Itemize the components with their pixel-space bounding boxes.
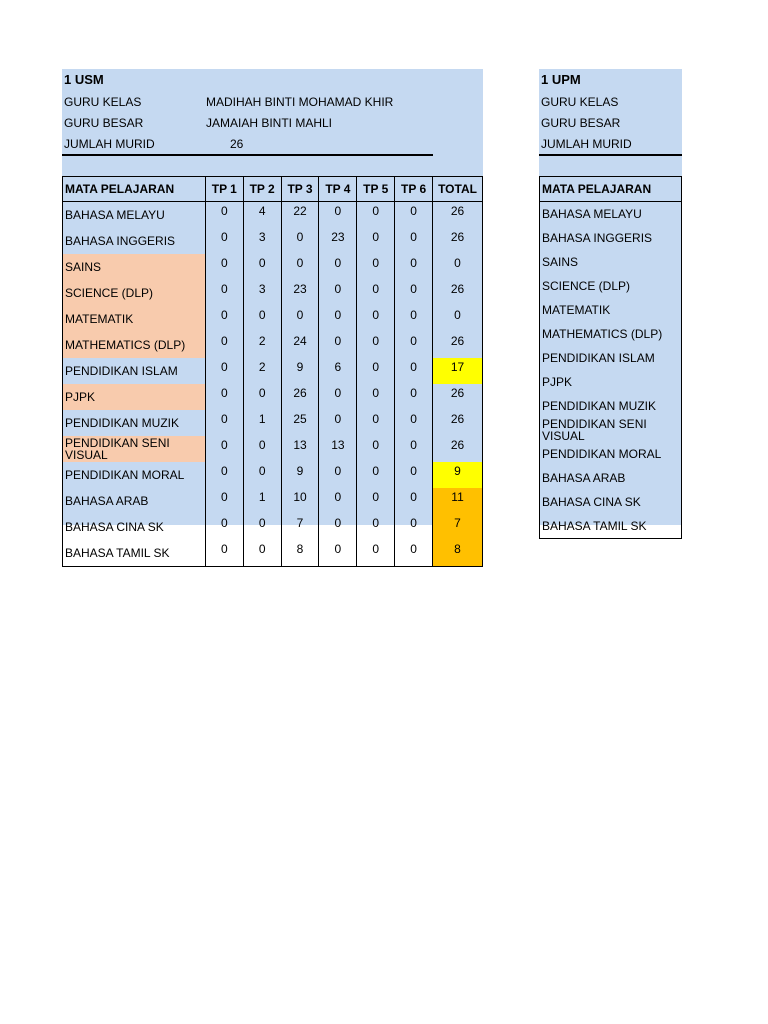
guru-besar-label: GURU BESAR — [541, 116, 621, 130]
subject-cell: BAHASA INGGERIS — [63, 228, 206, 254]
guru-besar-value: JAMAIAH BINTI MAHLI — [206, 116, 333, 130]
tp2-cell: 2 — [243, 358, 281, 384]
tp4-cell: 13 — [319, 436, 357, 462]
tp4-cell: 0 — [319, 410, 357, 436]
table-row — [63, 540, 483, 567]
tp3-cell: 9 — [281, 462, 319, 488]
tp5-cell: 0 — [357, 332, 395, 358]
table-row — [540, 442, 682, 466]
header-tp4: TP 4 — [319, 177, 357, 202]
info-divider — [539, 154, 682, 156]
subject-cell: PENDIDIKAN ISLAM — [63, 358, 206, 384]
table-row — [63, 228, 483, 254]
subject-cell: PENDIDIKAN MORAL — [63, 462, 206, 488]
tp5-cell: 0 — [357, 488, 395, 514]
tp3-cell: 0 — [281, 306, 319, 332]
tp6-cell: 0 — [395, 202, 433, 229]
tp2-cell: 0 — [243, 462, 281, 488]
header-total: TOTAL — [433, 177, 483, 202]
total-cell: 11 — [433, 488, 483, 514]
tp2-cell: 4 — [243, 202, 281, 229]
table-body — [63, 202, 483, 567]
tp4-cell: 0 — [319, 332, 357, 358]
total-cell: 26 — [433, 280, 483, 306]
class-info — [539, 69, 682, 176]
tp1-cell: 0 — [205, 488, 243, 514]
table-row — [540, 346, 682, 370]
subject-cell: PJPK — [63, 384, 206, 410]
tp2-cell: 0 — [243, 384, 281, 410]
subject-cell: MATEMATIK — [540, 298, 682, 322]
table-row — [63, 280, 483, 306]
table-row — [63, 202, 483, 229]
tp5-cell: 0 — [357, 254, 395, 280]
tp4-cell: 0 — [319, 254, 357, 280]
table-header-row — [63, 177, 483, 202]
subject-cell: BAHASA MELAYU — [63, 202, 206, 229]
subject-cell: PENDIDIKAN MUZIK — [540, 394, 682, 418]
tp2-cell: 0 — [243, 514, 281, 540]
tp6-cell: 0 — [395, 358, 433, 384]
subject-cell: BAHASA ARAB — [540, 466, 682, 490]
tp2-cell: 1 — [243, 410, 281, 436]
tp3-cell: 8 — [281, 540, 319, 567]
total-cell: 7 — [433, 514, 483, 540]
table-row — [540, 202, 682, 227]
table-row — [540, 274, 682, 298]
header-subject: MATA PELAJARAN — [540, 177, 682, 202]
class-info — [62, 69, 483, 176]
jumlah-murid-label: JUMLAH MURID — [64, 137, 155, 151]
total-cell: 26 — [433, 202, 483, 229]
header-subject: MATA PELAJARAN — [63, 177, 206, 202]
subject-cell: MATEMATIK — [63, 306, 206, 332]
tp4-cell: 0 — [319, 462, 357, 488]
subject-cell: SAINS — [63, 254, 206, 280]
tp4-cell: 0 — [319, 306, 357, 332]
tp2-cell: 2 — [243, 332, 281, 358]
tp4-cell: 0 — [319, 384, 357, 410]
tp5-cell: 0 — [357, 384, 395, 410]
tp4-cell: 0 — [319, 540, 357, 567]
table-row — [540, 322, 682, 346]
grades-table — [62, 176, 483, 567]
tp2-cell: 3 — [243, 228, 281, 254]
table-row — [63, 410, 483, 436]
tp1-cell: 0 — [205, 228, 243, 254]
tp3-cell: 0 — [281, 254, 319, 280]
header-tp1: TP 1 — [205, 177, 243, 202]
header-tp2: TP 2 — [243, 177, 281, 202]
table-row — [540, 250, 682, 274]
subject-cell: PENDIDIKAN SENI VISUAL — [540, 418, 682, 442]
table-row — [63, 358, 483, 384]
tp6-cell: 0 — [395, 306, 433, 332]
table-row — [63, 514, 483, 540]
guru-kelas-label: GURU KELAS — [64, 95, 142, 109]
tp5-cell: 0 — [357, 540, 395, 567]
total-cell: 8 — [433, 540, 483, 567]
tp6-cell: 0 — [395, 384, 433, 410]
total-cell: 26 — [433, 228, 483, 254]
subject-cell: BAHASA CINA SK — [540, 490, 682, 514]
tp1-cell: 0 — [205, 462, 243, 488]
class-name: 1 USM — [64, 72, 104, 87]
tp1-cell: 0 — [205, 280, 243, 306]
table-row — [540, 514, 682, 539]
guru-besar-label: GURU BESAR — [64, 116, 144, 130]
tp4-cell: 23 — [319, 228, 357, 254]
tp6-cell: 0 — [395, 254, 433, 280]
subject-cell: PENDIDIKAN MUZIK — [63, 410, 206, 436]
table-row — [63, 462, 483, 488]
class-name: 1 UPM — [541, 72, 581, 87]
tp3-cell: 26 — [281, 384, 319, 410]
tp3-cell: 0 — [281, 228, 319, 254]
tp1-cell: 0 — [205, 332, 243, 358]
table-row — [540, 370, 682, 394]
tp5-cell: 0 — [357, 306, 395, 332]
tp4-cell: 0 — [319, 488, 357, 514]
table-row — [540, 490, 682, 514]
table-row — [63, 488, 483, 514]
jumlah-murid-value: 26 — [230, 137, 244, 151]
tp2-cell: 1 — [243, 488, 281, 514]
subject-cell: MATHEMATICS (DLP) — [63, 332, 206, 358]
tp3-cell: 23 — [281, 280, 319, 306]
tp4-cell: 0 — [319, 202, 357, 229]
tp5-cell: 0 — [357, 514, 395, 540]
total-cell: 17 — [433, 358, 483, 384]
tp3-cell: 10 — [281, 488, 319, 514]
header-tp3: TP 3 — [281, 177, 319, 202]
tp6-cell: 0 — [395, 462, 433, 488]
tp1-cell: 0 — [205, 514, 243, 540]
tp6-cell: 0 — [395, 514, 433, 540]
tp1-cell: 0 — [205, 306, 243, 332]
table-row — [63, 306, 483, 332]
subject-cell: SCIENCE (DLP) — [63, 280, 206, 306]
table-row — [540, 298, 682, 322]
tp5-cell: 0 — [357, 228, 395, 254]
tp1-cell: 0 — [205, 436, 243, 462]
table-row — [63, 436, 483, 462]
tp5-cell: 0 — [357, 358, 395, 384]
subject-cell: PENDIDIKAN ISLAM — [540, 346, 682, 370]
tp6-cell: 0 — [395, 488, 433, 514]
tp3-cell: 25 — [281, 410, 319, 436]
subject-cell: PENDIDIKAN SENI VISUAL — [63, 436, 206, 462]
table-row — [63, 254, 483, 280]
subject-cell: BAHASA TAMIL SK — [63, 540, 206, 567]
header-tp6: TP 6 — [395, 177, 433, 202]
subject-cell: BAHASA INGGERIS — [540, 226, 682, 250]
table-body — [540, 202, 682, 539]
tp3-cell: 22 — [281, 202, 319, 229]
table-row — [540, 466, 682, 490]
tp1-cell: 0 — [205, 384, 243, 410]
subject-cell: SAINS — [540, 250, 682, 274]
tp3-cell: 7 — [281, 514, 319, 540]
tp5-cell: 0 — [357, 462, 395, 488]
tp6-cell: 0 — [395, 280, 433, 306]
table-row — [540, 394, 682, 418]
tp5-cell: 0 — [357, 410, 395, 436]
table-row — [63, 332, 483, 358]
total-cell: 0 — [433, 306, 483, 332]
subject-cell: MATHEMATICS (DLP) — [540, 322, 682, 346]
guru-kelas-label: GURU KELAS — [541, 95, 619, 109]
tp6-cell: 0 — [395, 228, 433, 254]
tp4-cell: 0 — [319, 514, 357, 540]
tp4-cell: 6 — [319, 358, 357, 384]
header-tp5: TP 5 — [357, 177, 395, 202]
tp1-cell: 0 — [205, 358, 243, 384]
table-row — [63, 384, 483, 410]
subject-cell: PJPK — [540, 370, 682, 394]
jumlah-murid-label: JUMLAH MURID — [541, 137, 632, 151]
tp1-cell: 0 — [205, 410, 243, 436]
class-panel-1-usm — [62, 69, 483, 560]
tp1-cell: 0 — [205, 540, 243, 567]
tp6-cell: 0 — [395, 436, 433, 462]
tp2-cell: 0 — [243, 540, 281, 567]
tp3-cell: 13 — [281, 436, 319, 462]
subject-cell: SCIENCE (DLP) — [540, 274, 682, 298]
info-divider — [62, 154, 433, 156]
total-cell: 26 — [433, 384, 483, 410]
subject-cell: BAHASA ARAB — [63, 488, 206, 514]
table-row — [540, 418, 682, 442]
tp3-cell: 9 — [281, 358, 319, 384]
tp1-cell: 0 — [205, 254, 243, 280]
total-cell: 26 — [433, 332, 483, 358]
subject-cell: BAHASA MELAYU — [540, 202, 682, 227]
total-cell: 26 — [433, 410, 483, 436]
tp2-cell: 0 — [243, 254, 281, 280]
total-cell: 9 — [433, 462, 483, 488]
tp5-cell: 0 — [357, 280, 395, 306]
total-cell: 0 — [433, 254, 483, 280]
class-panel-1-upm — [539, 69, 682, 533]
subject-cell: PENDIDIKAN MORAL — [540, 442, 682, 466]
tp4-cell: 0 — [319, 280, 357, 306]
tp6-cell: 0 — [395, 540, 433, 567]
tp6-cell: 0 — [395, 410, 433, 436]
tp2-cell: 3 — [243, 280, 281, 306]
subjects-table — [539, 176, 682, 539]
guru-kelas-value: MADIHAH BINTI MOHAMAD KHIR — [206, 95, 394, 109]
table-header-row — [540, 177, 682, 202]
subject-cell: BAHASA CINA SK — [63, 514, 206, 540]
subject-cell: BAHASA TAMIL SK — [540, 514, 682, 539]
table-row — [540, 226, 682, 250]
tp2-cell: 0 — [243, 306, 281, 332]
tp1-cell: 0 — [205, 202, 243, 229]
tp5-cell: 0 — [357, 202, 395, 229]
total-cell: 26 — [433, 436, 483, 462]
tp3-cell: 24 — [281, 332, 319, 358]
tp2-cell: 0 — [243, 436, 281, 462]
tp6-cell: 0 — [395, 332, 433, 358]
tp5-cell: 0 — [357, 436, 395, 462]
